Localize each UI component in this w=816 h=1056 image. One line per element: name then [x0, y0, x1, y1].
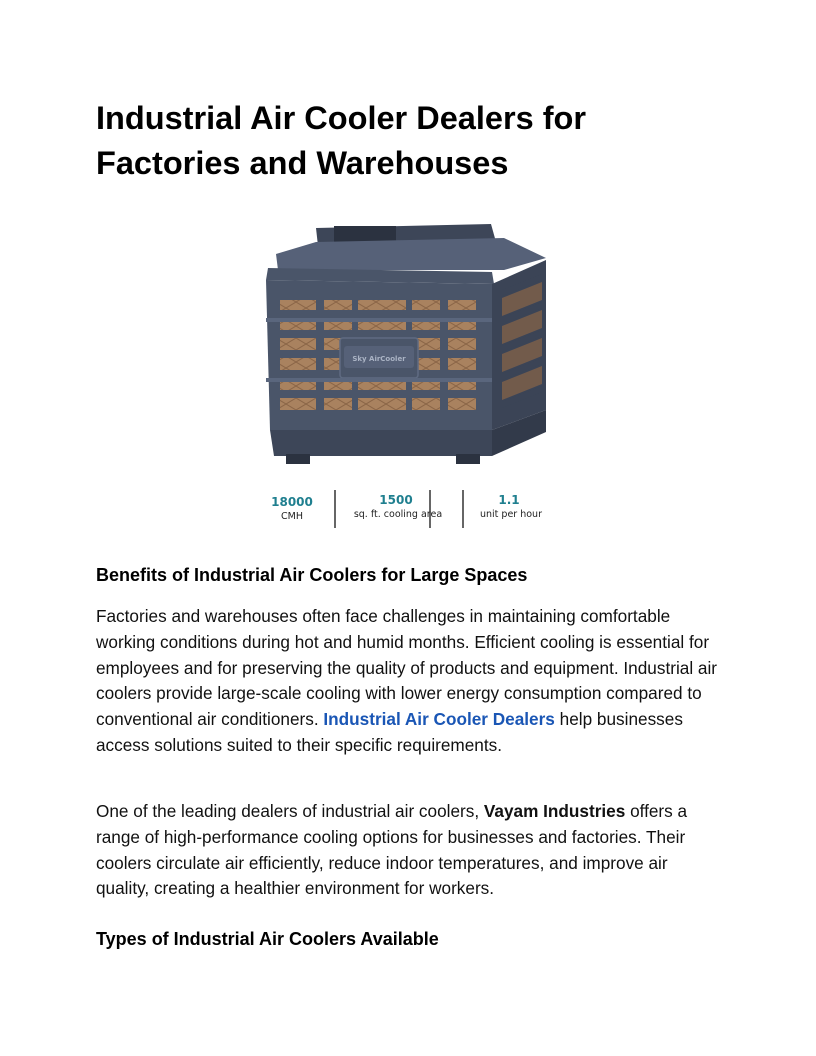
paragraph-vayam [96, 799, 720, 902]
company-name: Vayam Industries [483, 801, 626, 821]
section-heading-benefits: Benefits of Industrial Air Coolers for Large Spaces [96, 565, 528, 585]
spec-label-airflow: CMH [281, 511, 303, 522]
product-badge: Sky AirCooler [352, 355, 406, 363]
paragraph-text: One of the leading dealers of industrial air coolers, [96, 801, 484, 821]
spec-label-power: unit per hour [480, 509, 542, 520]
product-image [256, 218, 556, 530]
cooler-lid [276, 238, 546, 270]
paragraph-benefits [96, 604, 720, 759]
air-cooler-illustration [256, 218, 556, 530]
page-title: Industrial Air Cooler Dealers for Factories and Warehouses [96, 100, 587, 181]
paragraph-text: offers a range of high-performance cooling options for businesses and factories. Their coolers circulate air efficiently, reduce indoor temperatures, and improve air quality, creating a healthier environment for workers. [96, 801, 688, 899]
paragraph-text: help businesses access solutions suited to their specific requirements. [96, 709, 683, 755]
cooler-base [270, 430, 492, 456]
spec-strip [256, 488, 556, 532]
spec-value-airflow: 18000 [271, 495, 313, 509]
paragraph-text: Factories and warehouses often face challenges in maintaining comfortable working conditions during hot and humid months. Efficient cooling is essential for employees and for preserving the quality of products and equipment. Industrial air coolers provide large-scale cooling with lower energy consumption compared to conventional air conditioners. [96, 606, 718, 730]
spec-value-power: 1.1 [498, 493, 520, 507]
spec-label-area: sq. ft. cooling area [353, 509, 443, 520]
section-heading-types: Types of Industrial Air Coolers Available [96, 929, 439, 949]
industrial-air-cooler-dealers-link[interactable]: Industrial Air Cooler Dealers [323, 709, 555, 730]
spec-value-area: 1500 [379, 493, 413, 507]
